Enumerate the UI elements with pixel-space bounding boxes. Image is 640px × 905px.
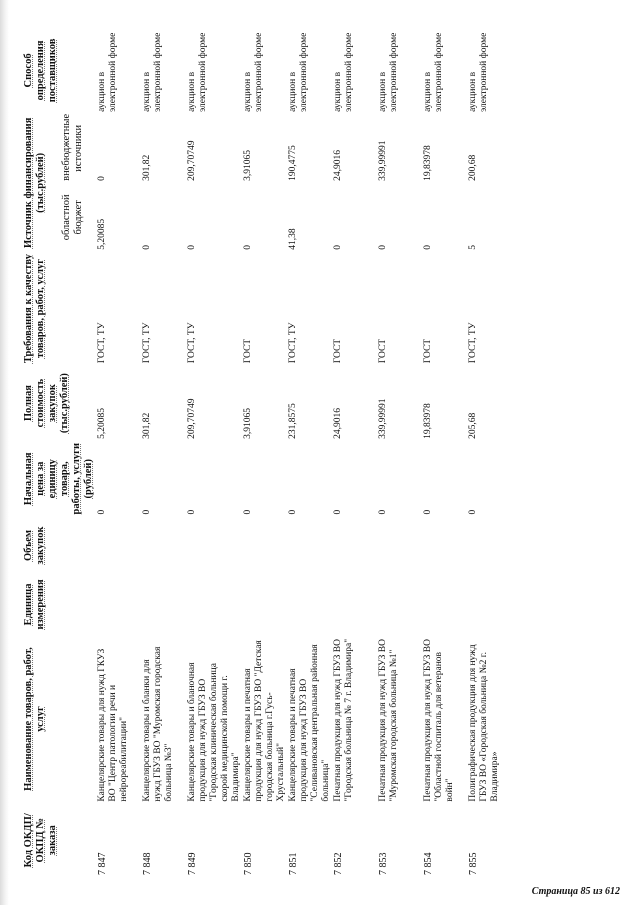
- order-number-cell: 7 849: [187, 852, 198, 875]
- unit-price-cell: 0: [423, 509, 433, 515]
- unit-cell: [187, 574, 243, 634]
- unit-cell: [468, 574, 513, 634]
- header-unit: Единица измерения: [23, 579, 46, 630]
- header-row: [22, 27, 60, 877]
- table-row: [468, 27, 513, 877]
- table-row: [288, 27, 333, 877]
- unit-price-cell: 0: [468, 509, 478, 515]
- procurement-method-cell: аукцион в электронной форме: [288, 32, 309, 112]
- extra-budget-cell: 200,68: [468, 154, 478, 181]
- header-code: Код ОКДП/ ОКПД № заказа: [23, 813, 58, 868]
- procurement-method-cell: аукцион в электронной форме: [187, 32, 208, 112]
- unit-cell: [378, 574, 423, 634]
- item-name-cell: Полиграфическая продукция для нужд ГБУЗ ВО «Городская больница №2 г. Владимира»: [468, 644, 500, 802]
- requirements-cell: ГОСТ: [243, 338, 253, 364]
- extra-budget-cell: 190,4775: [288, 145, 298, 181]
- volume-cell: [97, 517, 142, 575]
- item-name-cell: Канцелярские товары и печатная продукция для нужд ГБУЗ ВО "Селивановская центральная районная больница": [288, 644, 331, 802]
- item-name-cell: Канцелярские товары для нужд ГКУЗ ВО "Центр патологии речи и нейрореабилитации": [97, 648, 129, 802]
- item-name-cell: Печатная продукция для нужд ГБУЗ ВО "Муромская городская больница №1": [378, 639, 399, 802]
- requirements-cell: ГОСТ: [333, 338, 343, 364]
- order-number-cell: 7 853: [378, 852, 389, 875]
- unit-cell: [97, 574, 142, 634]
- total-cost-cell: 209,70749: [187, 398, 197, 439]
- order-number-cell: 7 852: [333, 852, 344, 875]
- total-cost-cell: 5,20085: [97, 408, 107, 439]
- item-name-cell: Печатная продукция для нужд ГБУЗ ВО "Областной госпиталь для ветеранов войн": [423, 639, 455, 802]
- regional-budget-cell: 0: [187, 245, 197, 250]
- procurement-method-cell: аукцион в электронной форме: [378, 32, 399, 112]
- unit-price-cell: 0: [97, 509, 107, 515]
- unit-cell: [288, 574, 333, 634]
- regional-budget-cell: 41,38: [288, 228, 298, 250]
- regional-budget-cell: 0: [378, 245, 388, 250]
- procurement-method-cell: аукцион в электронной форме: [468, 32, 489, 112]
- requirements-cell: ГОСТ, ТУ: [142, 322, 152, 364]
- order-number-cell: 7 855: [468, 852, 479, 875]
- table-body: [97, 27, 513, 877]
- unit-cell: [243, 574, 288, 634]
- header-name: Наименование товаров, работ, услуг: [23, 647, 46, 791]
- unit-price-cell: 0: [142, 509, 152, 515]
- total-cost-cell: 19,83978: [423, 403, 433, 439]
- requirements-cell: ГОСТ: [423, 338, 433, 364]
- requirements-cell: ГОСТ, ТУ: [187, 322, 197, 364]
- total-cost-cell: 231,8575: [288, 403, 298, 439]
- header-funding: Источник финансирования (тыс.рублей): [23, 117, 46, 249]
- volume-cell: [187, 517, 243, 575]
- requirements-cell: ГОСТ, ТУ: [97, 322, 107, 364]
- extra-budget-cell: 24,9016: [333, 149, 343, 181]
- volume-cell: [243, 517, 288, 575]
- extra-budget-cell: 339,99991: [378, 140, 388, 181]
- item-name-cell: Канцелярские товары и бланочная продукция для нужд ГБУЗ ВО "Городская клиническая больница скорой медицинской помощи г. Владимира": [187, 662, 241, 802]
- volume-cell: [423, 517, 468, 575]
- extra-budget-cell: 209,70749: [187, 140, 197, 181]
- regional-budget-cell: 0: [423, 245, 433, 250]
- procurement-method-cell: аукцион в электронной форме: [97, 32, 118, 112]
- table-row: [243, 27, 288, 877]
- total-cost-cell: 3,91065: [243, 408, 253, 439]
- volume-cell: [468, 517, 513, 575]
- total-cost-cell: 205,68: [468, 412, 478, 439]
- requirements-cell: ГОСТ, ТУ: [288, 322, 298, 364]
- unit-price-cell: 0: [288, 509, 298, 515]
- unit-price-cell: 0: [333, 509, 343, 515]
- procurement-method-cell: аукцион в электронной форме: [243, 32, 264, 112]
- table-row: [187, 27, 243, 877]
- table-row: [97, 27, 142, 877]
- volume-cell: [288, 517, 333, 575]
- extra-budget-cell: 3,91065: [243, 149, 253, 181]
- unit-cell: [333, 574, 378, 634]
- header-regional-budget: областной бюджет: [60, 194, 84, 241]
- extra-budget-cell: 301,82: [142, 154, 152, 181]
- unit-price-cell: 0: [378, 509, 388, 515]
- table-row: [142, 27, 187, 877]
- extra-budget-cell: 0: [97, 176, 107, 181]
- procurement-method-cell: аукцион в электронной форме: [423, 32, 444, 112]
- procurement-table: [22, 27, 513, 877]
- item-name-cell: Печатная продукция для нужд ГБУЗ ВО "Городская больница № 7 г. Владимира": [333, 638, 354, 802]
- header-unit-price: Начальная цена за единицу товара, работы, услуги (рублей): [23, 443, 94, 515]
- order-number-cell: 7 848: [142, 852, 153, 875]
- total-cost-cell: 24,9016: [333, 408, 343, 439]
- order-number-cell: 7 847: [97, 852, 108, 875]
- volume-cell: [142, 517, 187, 575]
- regional-budget-cell: 5: [468, 245, 478, 250]
- header-total: Полная стоимость закупок (тыс.рублей): [23, 373, 70, 434]
- order-number-cell: 7 854: [423, 852, 434, 875]
- total-cost-cell: 301,82: [142, 412, 152, 439]
- order-number-cell: 7 851: [288, 852, 299, 875]
- item-name-cell: Канцелярские товары и бланки для нужд ГБУЗ ВО "Муромская городская больница №3": [142, 646, 174, 802]
- regional-budget-cell: 0: [243, 245, 253, 250]
- procurement-method-cell: аукцион в электронной форме: [333, 32, 354, 112]
- order-number-cell: 7 850: [243, 852, 254, 875]
- total-cost-cell: 339,99991: [378, 398, 388, 439]
- volume-cell: [378, 517, 423, 575]
- requirements-cell: ГОСТ: [378, 338, 388, 364]
- table-row: [378, 27, 423, 877]
- regional-budget-cell: 0: [333, 245, 343, 250]
- volume-cell: [333, 517, 378, 575]
- unit-price-cell: 0: [243, 509, 253, 515]
- unit-cell: [423, 574, 468, 634]
- header-method: Способ определения поставщиков: [23, 38, 58, 103]
- table-row: [423, 27, 468, 877]
- unit-cell: [142, 574, 187, 634]
- procurement-method-cell: аукцион в электронной форме: [142, 32, 163, 112]
- extra-budget-cell: 19,83978: [423, 145, 433, 181]
- header-requirements: Требования к качеству товаров, работ, услуг: [23, 254, 46, 364]
- regional-budget-cell: 0: [142, 245, 152, 250]
- regional-budget-cell: 5,20085: [97, 218, 107, 250]
- header-extra-budget: внебюджетные источники: [60, 113, 84, 181]
- table-row: [333, 27, 378, 877]
- requirements-cell: ГОСТ, ТУ: [468, 322, 478, 364]
- header-volume: Объем закупок: [23, 526, 46, 565]
- page-number: Страница 85 из 612: [531, 886, 620, 897]
- item-name-cell: Канцелярские товары и печатная продукция для нужд ГБУЗ ВО "Детская городская больница г.Гусь-Хрустальный": [243, 640, 286, 802]
- unit-price-cell: 0: [187, 509, 197, 515]
